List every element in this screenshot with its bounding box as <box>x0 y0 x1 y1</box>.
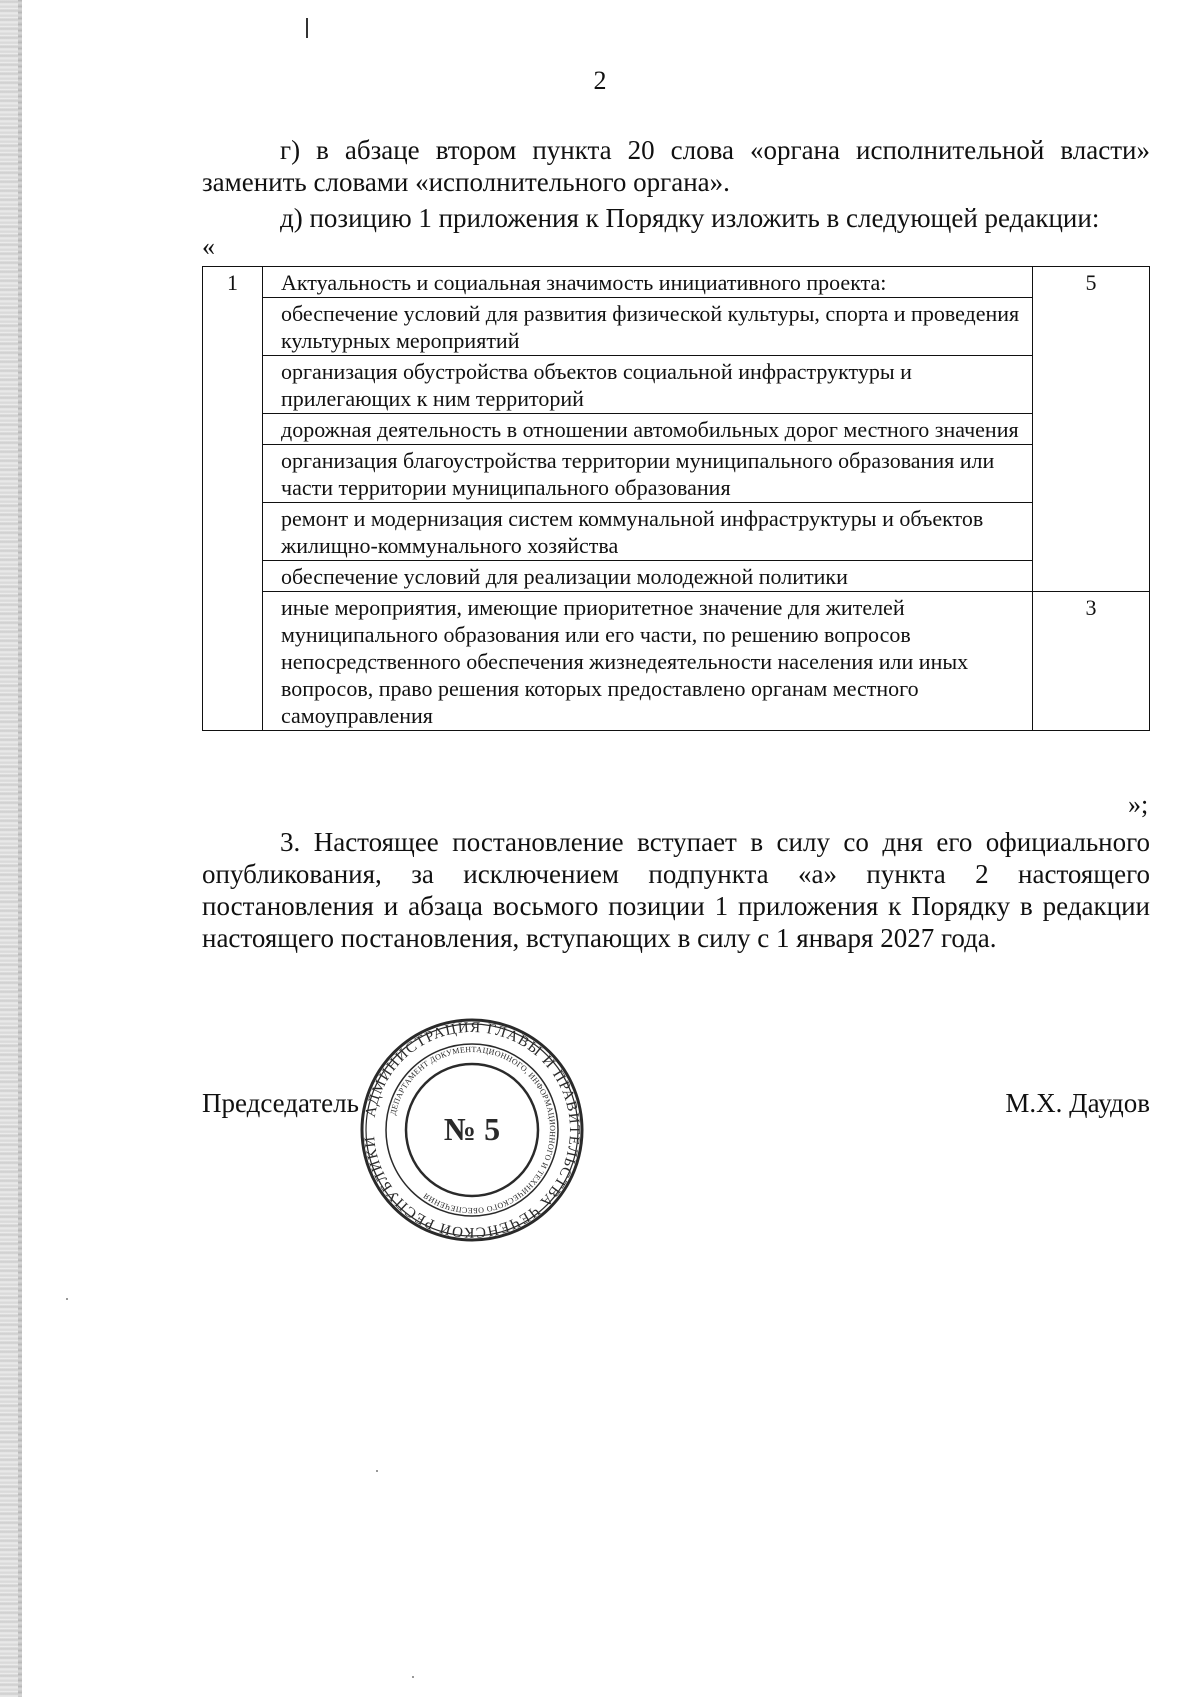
table-row <box>203 356 1150 414</box>
official-seal <box>352 1018 592 1243</box>
table-row <box>203 298 1150 356</box>
table-row <box>203 445 1150 503</box>
scan-speck <box>376 1470 378 1472</box>
scan-edge <box>0 0 22 1697</box>
criterion-cell: иные мероприятия, имеющие приоритетное значение для жителей муниципального образования или его части, по решению вопросов непосредственного обеспечения жизнедеятельности населения или иных вопросов, право решения которых предоставлено органам местного самоуправления <box>263 592 1033 731</box>
criterion-cell: обеспечение условий для реализации молодежной политики <box>263 561 1033 592</box>
criterion-cell: организация благоустройства территории муниципального образования или части территории муниципального образования <box>263 445 1033 503</box>
table-row <box>203 561 1150 592</box>
criterion-cell: Актуальность и социальная значимость инициативного проекта: <box>263 267 1033 298</box>
seal-inner-text: ДЕПАРТАМЕНТ ДОКУМЕНТАЦИОННОГО, ИНФОРМАЦИОННОГО И ТЕХНИЧЕСКОГО ОБЕСПЕЧЕНИЯ <box>388 1044 558 1216</box>
criterion-cell: ремонт и модернизация систем коммунальной инфраструктуры и объектов жилищно-коммунального хозяйства <box>263 503 1033 561</box>
table-row <box>203 503 1150 561</box>
score-cell: 5 <box>1033 267 1150 592</box>
page-number: 2 <box>593 66 607 95</box>
table-row <box>203 414 1150 445</box>
paragraph-g: г) в абзаце втором пункта 20 слова «органа исполнительной власти» заменить словами «исполнительного органа». <box>202 135 1150 197</box>
criterion-cell: обеспечение условий для развития физической культуры, спорта и проведения культурных мероприятий <box>263 298 1033 356</box>
quote-open: « <box>202 232 215 261</box>
signatory-name: М.Х. Даудов <box>1005 1088 1150 1118</box>
scan-speck <box>66 1298 68 1300</box>
table-row <box>203 267 1150 298</box>
position-table <box>202 266 1150 731</box>
scan-speck <box>412 1676 414 1678</box>
table-row <box>203 592 1150 731</box>
paragraph-d: д) позицию 1 приложения к Порядку изложить в следующей редакции: <box>280 203 1100 233</box>
paragraph-3: 3. Настоящее постановление вступает в силу со дня его официального опубликования, за исключением подпункта «а» пункта 2 настоящего постановления и абзаца восьмого позиции 1 приложения к Порядку в редакции настоящего постановления, вступающих в силу с 1 января 2027 года. <box>202 827 1150 953</box>
seal-outer-text: АДМИНИСТРАЦИЯ ГЛАВЫ И ПРАВИТЕЛЬСТВА ЧЕЧЕНСКОЙ РЕСПУБЛИКИ <box>362 1019 583 1241</box>
seal-number: № 5 <box>443 1111 501 1147</box>
scan-mark <box>306 18 308 38</box>
criterion-cell: дорожная деятельность в отношении автомобильных дорог местного значения <box>263 414 1033 445</box>
position-number: 1 <box>203 267 263 731</box>
quote-close: »; <box>1128 790 1149 819</box>
score-cell: 3 <box>1033 592 1150 731</box>
criterion-cell: организация обустройства объектов социальной инфраструктуры и прилегающих к ним территорий <box>263 356 1033 414</box>
signatory-title: Председатель <box>202 1088 359 1118</box>
